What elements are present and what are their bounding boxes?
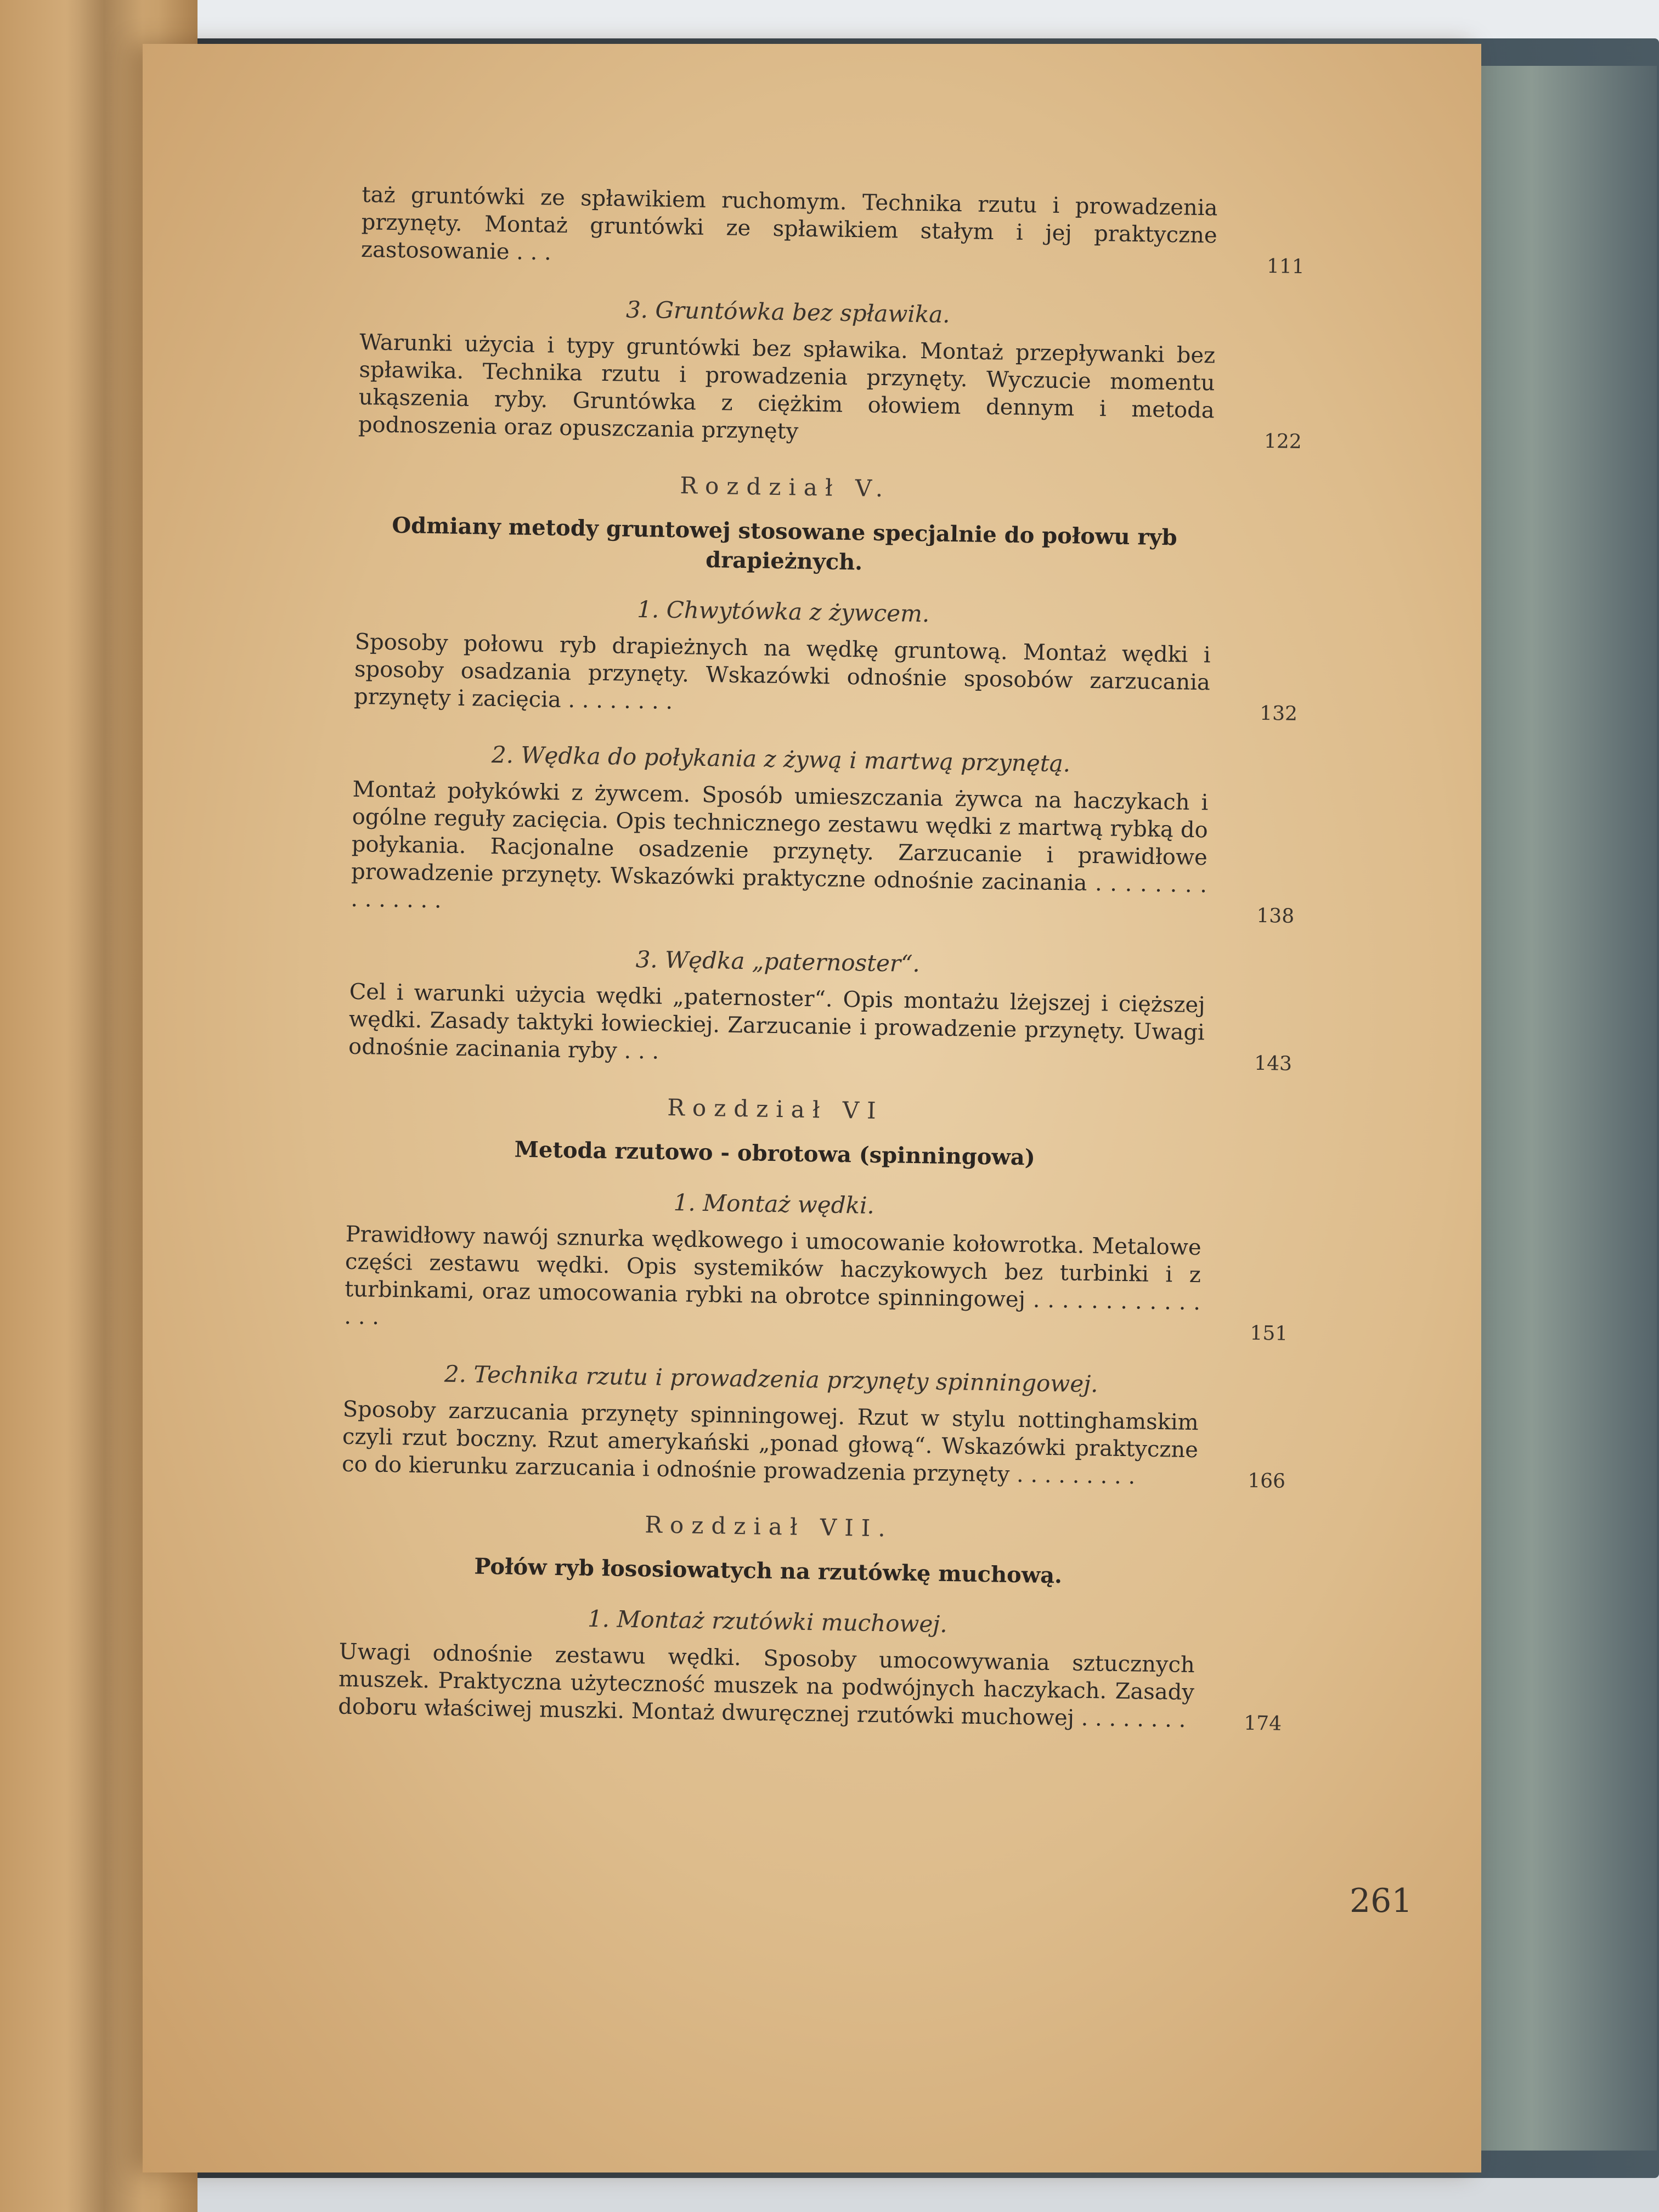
chapter-heading: Rozdział VII. — [645, 1511, 894, 1542]
chapter-title: Metoda rzutowo - obrotowa (spinningowa) — [514, 1136, 1036, 1171]
chapter-title: Połów ryb łososiowatych na rzutówkę muchową. — [474, 1553, 1063, 1589]
section-heading: 1. Chwytówka z żywcem. — [636, 595, 930, 628]
entry-text: Cel i warunki użycia wędki „paternoster“. Opis montażu lżejszej i cięższej wędki. Zasady taktyki łowieckiej. Zarzucanie i prowadzenie przynęty. Uwagi odnośnie zacinania ryby . . . — [348, 979, 1205, 1064]
chapter-title: Odmiany metody gruntowej stosowane specjalnie do połowu ryb drapieżnych. — [392, 512, 1178, 575]
section-heading: 1. Montaż rzutówki muchowej. — [587, 1605, 948, 1638]
section-heading: 3. Gruntówka bez spławika. — [625, 296, 951, 328]
entry-page-number: 143 — [1254, 1052, 1293, 1075]
page-number: 261 — [1350, 1882, 1413, 1920]
section-heading: 1. Montaż wędki. — [673, 1189, 875, 1219]
entry-page-number: 138 — [1256, 904, 1295, 928]
toc-entry — [358, 329, 1304, 453]
toc-entry — [342, 1396, 1286, 1493]
entry-text: Sposoby połowu ryb drapieżnych na wędkę gruntową. Montaż wędki i sposoby osadzania przynęty. Wskazówki odnośnie sposobów zarzucania przynęty i zacięcia . . . . . . . . — [353, 629, 1211, 715]
section-heading: 2. Technika rzutu i prowadzenia przynęty spinningowej. — [444, 1360, 1098, 1398]
section-heading: 3. Wędka „paternoster“. — [635, 946, 921, 978]
section-heading: 2. Wędka do połykania z żywą i martwą przynętą. — [491, 741, 1071, 777]
chapter-heading: Rozdział V. — [680, 472, 891, 503]
entry-text: Montaż połykówki z żywcem. Sposób umieszczania żywca na haczykach i ogólne reguły zacięcia. Opis technicznego zestawu wędki z martwą rybką do połykania. Racjonalne osadzenie przynęty. Zarzucanie i prawidłowe prowadzenie przynęty. Wskazówki praktyczne odnośnie zacinania . . . . . . . . . . . . . . . — [351, 776, 1209, 913]
entry-page-number: 174 — [1244, 1712, 1282, 1735]
entry-page-number: 111 — [1266, 255, 1305, 278]
entry-text: Prawidłowy nawój sznurka wędkowego i umocowanie kołowrotka. Metalowe części zestawu wędki. Opis systemików haczykowych bez turbinki i z turbinkami, oraz umocowania rybki na obrotce spinningowej . . . . . . . . . . . . . . . — [344, 1221, 1202, 1330]
entry-page-number: 132 — [1259, 702, 1298, 725]
table-of-contents — [337, 181, 1306, 1764]
entry-text: Warunki użycia i typy gruntówki bez spławika. Montaż przepływanki bez spławika. Technika rzutu i prowadzenia przynęty. Wyczucie momentu ukąszenia ryby. Gruntówka z ciężkim ołowiem dennym i metoda podnoszenia oraz opuszczania przynęty — [358, 329, 1216, 444]
entry-text: Uwagi odnośnie zestawu wędki. Sposoby umocowywania sztucznych muszek. Praktyczna użyteczność muszek na podwójnych haczykach. Zasady doboru właściwej muszki. Montaż dwuręcznej rzutówki muchowej . . . . . . . . — [337, 1639, 1195, 1733]
entry-text: taż gruntówki ze spławikiem ruchomym. Technika rzutu i prowadzenia przynęty. Montaż gruntówki ze spławikiem stałym i jej praktyczne zastosowanie . . . — [360, 182, 1218, 266]
entry-text: Sposoby zarzucania przynęty spinningowej. Rzut w stylu nottinghamskim czyli rzut boczny. Rzut amerykański „ponad głową“. Wskazówki praktyczne co do kierunku zarzucania i odnośnie prowadzenia przynęty . . . . . . . . . — [341, 1396, 1199, 1489]
toc-entry — [351, 776, 1296, 928]
toc-entry — [338, 1638, 1283, 1735]
toc-entry — [344, 1221, 1289, 1345]
toc-entry — [361, 181, 1306, 278]
entry-page-number: 166 — [1247, 1469, 1286, 1493]
toc-entry — [348, 978, 1293, 1075]
entry-page-number: 122 — [1263, 430, 1302, 453]
toc-entry — [354, 628, 1299, 725]
chapter-heading: Rozdział VI — [667, 1093, 884, 1125]
book-spine — [66, 0, 143, 2212]
entry-page-number: 151 — [1250, 1322, 1288, 1345]
